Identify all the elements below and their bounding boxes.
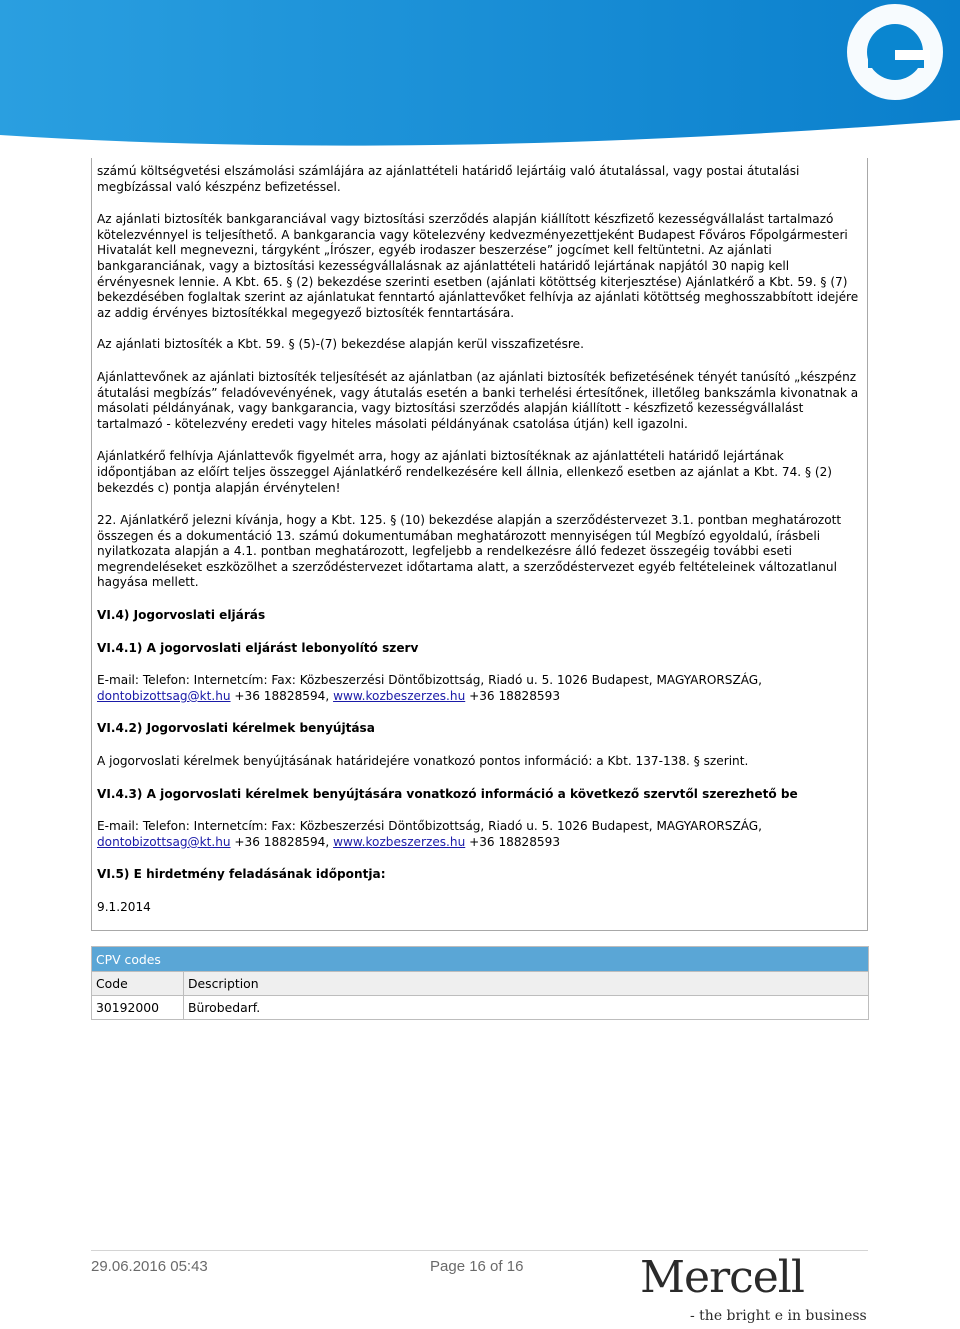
- paragraph: számú költségvetési elszámolási számlájára az ajánlattételi határidő lejártáig való átutalással, vagy postai átutalási megbízással való készpénz befizetéssel.: [97, 164, 800, 194]
- logo-tagline: - the bright e in business: [690, 1308, 867, 1324]
- paragraph: Az ajánlati biztosíték a Kbt. 59. § (5)-(7) bekezdése alapján kerül visszafizetésre.: [97, 337, 584, 352]
- contact-block: [97, 819, 862, 850]
- website-link[interactable]: www.kozbeszerzes.hu: [333, 834, 466, 849]
- column-header-code: Code: [92, 972, 184, 996]
- section-heading: VI.4.1) A jogorvoslati eljárást lebonyolító szerv: [97, 640, 419, 655]
- paragraph: Az ajánlati biztosíték bankgaranciával vagy biztosítási szerződés alapján kiállított készfizető kezességvállalást tartalmazó kötelezvénnyel is teljesíthető. A bankgarancia vagy kötelezvény kedvezményezettjeként Budapest Főváros Főpolgármesteri Hivatalát kell megnevezni, tárgyként „Írószer, egyéb irodaszer beszerzése” jogcímet kell feltüntetni. Az ajánlati bankgaranciának, vagy a biztosítási kezességvállalásnak az ajánlattételi határidő lejártának napjától 30 napig kell érvényesnek lennie. A Kbt. 65. § (2) bekezdése szerinti esetben (ajánlati kötöttség kiterjesztése) Ajánlatkérő a Kbt. 59. § (7) bekezdésében foglaltak szerint az ajánlatukat fenntartó ajánlattevőket felhívja az ajánlati kötöttség meghosszabbított idejére az addig érvényes biztosítékkal megegyező biztosíték fenntartására.: [97, 212, 859, 320]
- website-link[interactable]: www.kozbeszerzes.hu: [333, 688, 466, 703]
- phone-text: +36 18828594,: [234, 688, 330, 703]
- cpv-title: CPV codes: [92, 947, 869, 972]
- phone-text: +36 18828594,: [234, 834, 330, 849]
- logo-wordmark: Mercell: [640, 1252, 804, 1303]
- paragraph: Ajánlattevőnek az ajánlati biztosíték teljesítését az ajánlatban (az ajánlati biztosíték befizetésének tényét tanúsító „készpénz átutalási megbízás” feladóvevényének, vagy átutalás esetén a banki terhelési értesítőnek, illetőleg bankszámla kivonatnak a másolati példányának, vagy bankgarancia, vagy biztosítási szerződés alapján kiállított - készfizető kezességvállalást tartalmazó - kötelezvény eredeti vagy hiteles másolati példányának csatolása útján) kell igazolni.: [97, 369, 859, 431]
- section-heading: VI.4.3) A jogorvoslati kérelmek benyújtására vonatkozó információ a következő szervtől szerezhető be: [97, 786, 798, 801]
- top-banner: [0, 0, 960, 160]
- cpv-description-cell: Bürobedarf.: [184, 996, 869, 1020]
- contact-line: E-mail: Telefon: Internetcím: Fax: Közbeszerzési Döntőbizottság, Riadó u. 5. 1026 Budapest, MAGYARORSZÁG,: [97, 673, 763, 688]
- phone-text: +36 18828593: [469, 688, 561, 703]
- section-heading: VI.4) Jogorvoslati eljárás: [97, 608, 266, 623]
- mercell-e-mark-icon: [847, 4, 943, 100]
- email-link[interactable]: dontobizottsag@kt.hu: [97, 834, 231, 849]
- cpv-table: [91, 946, 869, 1020]
- column-header-description: Description: [184, 972, 869, 996]
- cpv-code-cell: 30192000: [92, 996, 184, 1020]
- paragraph: Ajánlatkérő felhívja Ajánlattevők figyelmét arra, hogy az ajánlati biztosítéknak az ajánlattételi határidő lejártának időpontjában az előírt teljes összeggel Ajánlatkérő rendelkezésére kell állnia, ellenkező esetben az ajánlat a Kbt. 74. § (2) bekezdés c) pontja alapján érvénytelen!: [97, 449, 833, 495]
- contact-line: E-mail: Telefon: Internetcím: Fax: Közbeszerzési Döntőbizottság, Riadó u. 5. 1026 Budapest, MAGYARORSZÁG,: [97, 819, 763, 834]
- contact-block: [97, 673, 862, 704]
- footer-page-number: Page 16 of 16: [430, 1258, 524, 1275]
- phone-text: +36 18828593: [469, 834, 561, 849]
- paragraph: A jogorvoslati kérelmek benyújtásának határidejére vonatkozó pontos információ: a Kbt. 137-138. § szerint.: [97, 754, 749, 769]
- table-row: [92, 996, 869, 1020]
- section-heading: VI.5) E hirdetmény feladásának időpontja:: [97, 867, 386, 882]
- email-link[interactable]: dontobizottsag@kt.hu: [97, 688, 231, 703]
- mercell-logo: [640, 1252, 870, 1326]
- footer-divider: [91, 1250, 868, 1251]
- publication-date: 9.1.2014: [97, 900, 151, 914]
- section-heading: VI.4.2) Jogorvoslati kérelmek benyújtása: [97, 721, 375, 736]
- footer-datetime: 29.06.2016 05:43: [91, 1258, 208, 1275]
- paragraph: 22. Ajánlatkérő jelezni kívánja, hogy a Kbt. 125. § (10) bekezdése alapján a szerződéstervezet 3.1. pontban meghatározott összegen és a dokumentáció 13. számú dokumentumában meghatározott mennyiségen túl Megbízó egyoldalú, írásbeli nyilatkozata alapján a 4.1. pontban meghatározott, legfeljebb a rendelkezésre álló fedezet összegéig további eseti megrendeléseket eszközölhet a szerződéstervezet időtartama alatt, a szerződéstervezet egyéb feltételeinek változatlanul hagyása mellett.: [97, 513, 842, 590]
- document-body: [91, 158, 868, 931]
